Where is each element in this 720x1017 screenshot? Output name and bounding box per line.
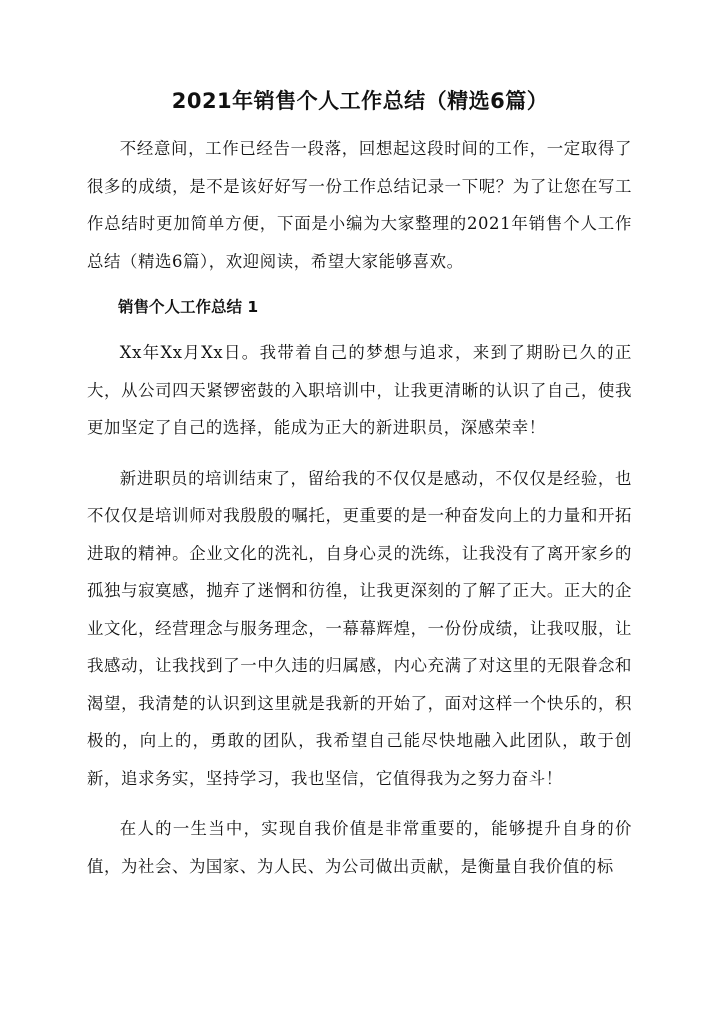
body-paragraph: 在人的一生当中，实现自我价值是非常重要的，能够提升自身的价值，为社会、为国家、为人民、为公司做出贡献，是衡量自我价值的标 bbox=[87, 819, 632, 876]
body-paragraph: Xx年Xx月Xx日。我带着自己的梦想与追求，来到了期盼已久的正大，从公司四天紧锣密鼓的入职培训中，让我更清晰的认识了自己，使我更加坚定了自己的选择，能成为正大的新进职员，深感荣幸！ bbox=[87, 343, 632, 437]
intro-paragraph: 不经意间，工作已经告一段落，回想起这段时间的工作，一定取得了很多的成绩，是不是该好好写一份工作总结记录一下呢？为了让您在写工作总结时更加简单方便，下面是小编为大家整理的2021年销售个人工作总结（精选6篇），欢迎阅读，希望大家能够喜欢。 bbox=[87, 139, 632, 271]
paragraph-gap bbox=[87, 447, 632, 460]
body-paragraph: 新进职员的培训结束了，留给我的不仅仅是感动，不仅仅是经验，也不仅仅是培训师对我殷殷的嘱托，更重要的是一种奋发向上的力量和开拓进取的精神。企业文化的洗礼，自身心灵的洗练，让我没有了离开家乡的孤独与寂寞感，抛弃了迷惘和彷徨，让我更深刻的了解了正大。正大的企业文化，经营理念与服务理念，一幕幕辉煌，一份份成绩，让我叹服，让我感动，让我找到了一中久违的归属感，内心充满了对这里的无限眷念和渴望，我清楚的认识到这里就是我新的开始了，面对这样一个快乐的，积极的，向上的，勇敢的团队，我希望自己能尽快地融入此团队，敢于创新，追求务实，坚持学习，我也坚信，它值得我为之努力奋斗！ bbox=[87, 468, 632, 788]
document-body bbox=[87, 130, 632, 885]
section-heading: 销售个人工作总结 1 bbox=[118, 298, 259, 316]
paragraph-gap bbox=[87, 797, 632, 810]
document-title: 2021年销售个人工作总结（精选6篇） bbox=[171, 89, 549, 113]
